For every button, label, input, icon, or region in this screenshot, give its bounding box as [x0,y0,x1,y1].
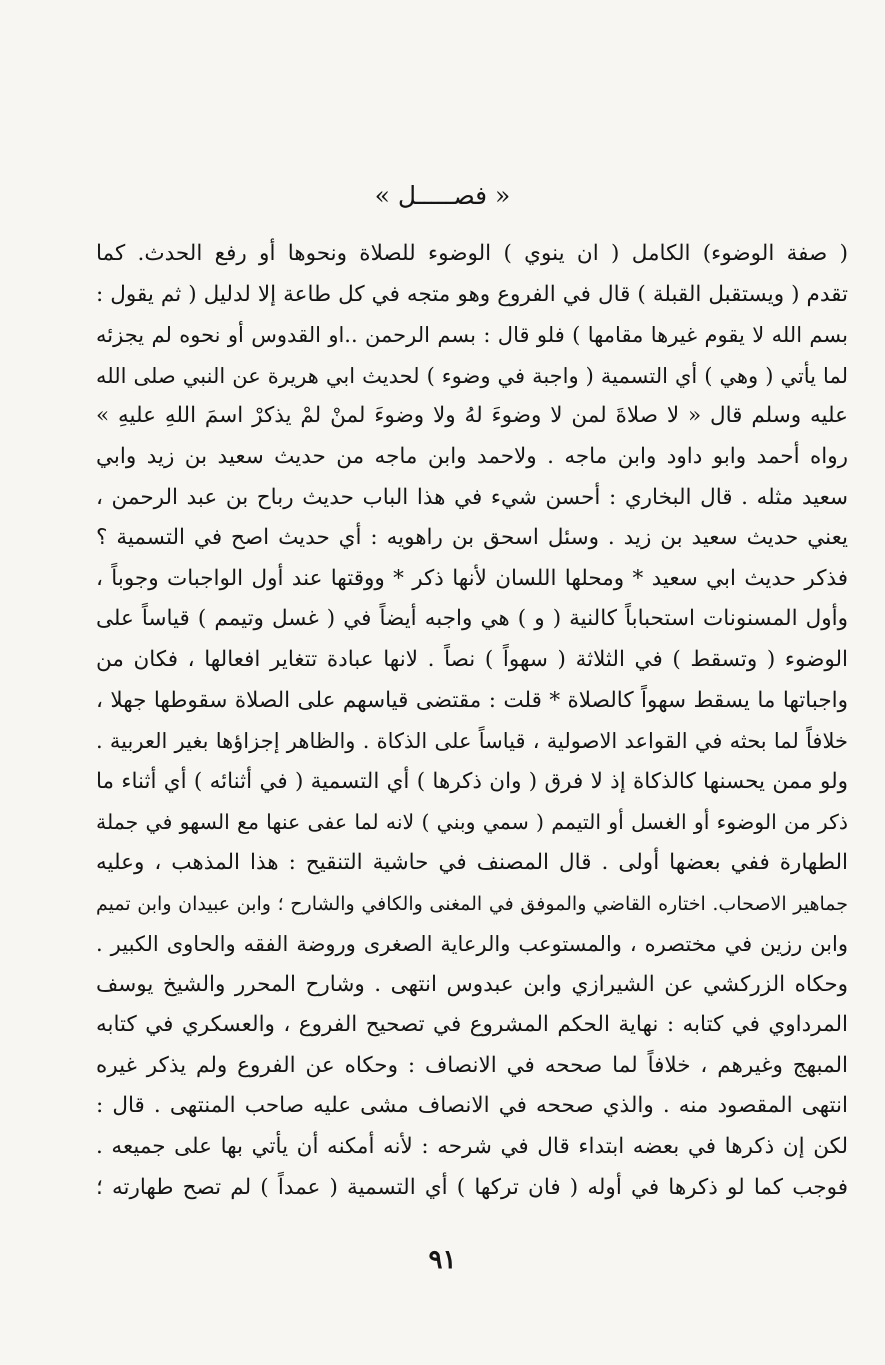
text-line: بسم الله لا يقوم غيرها مقامها ) فلو قال : بسم الرحمن ..او القدوس أو نحوه لم يجزئه [96,323,848,348]
text-line: تقدم ( ويستقبل القبلة ) قال في الفروع وهو متجه في كل طاعة إلا لدليل ( ثم يقول : [96,281,848,307]
text-line: يعني حديث سعيد بن زيد . وسئل اسحق بن راهويه : أي حديث اصح في التسمية ؟ [96,525,848,551]
text-line: جماهير الاصحاب. اختاره القاضي والموفق في المغنى والكافي والشارح ؛ وابن عبيدان وابن تميم [96,892,848,915]
text-line: الطهارة ففي بعضها أولى . قال المصنف في حاشية التنقيح : هذا المذهب ، وعليه [96,849,848,875]
text-line: سعيد مثله . قال البخاري : أحسن شيء في هذا الباب حديث رباح بن عبد الرحمن ، [96,484,848,510]
text-line: فذكر حديث ابي سعيد * ومحلها اللسان لأنها ذكر * ووقتها عند أول الواجبات وجوباً ، [96,565,848,591]
text-line: لكن إن ذكرها في بعضه ابتداء قال في شرحه : لأنه أمكنه أن يأتي بها على جميعه . [96,1134,848,1160]
text-line: وحكاه الزركشي عن الشيرازي وابن عبدوس انتهى . وشارح المحرر والشيخ يوسف [96,971,848,997]
page-number: ٩١ [428,1245,457,1275]
text-line: رواه أحمد وابو داود وابن ماجه . ولاحمد وابن ماجه من حديث سعيد بن زيد وابي [96,443,848,469]
text-line: وأول المسنونات استحباباً كالنية ( و ) هي واجبه أيضاً في ( غسل وتيمم ) قياساً على [96,606,848,632]
text-line: المرداوي في كتابه : نهاية الحكم المشروع في تصحيح الفروع ، والعسكري في كتابه [96,1012,848,1038]
text-line: ( صفة الوضوء) الكامل ( ان ينوي ) الوضوء للصلاة ونحوها أو رفع الحدث. كما [96,241,848,266]
text-line: ذكر من الوضوء أو الغسل أو التيمم ( سمي وبني ) لانه لما عفى عنها مع السهو في جملة [96,810,848,835]
text-line: المبهج وغيرهم ، خلافاً لما صححه في الانصاف : وحكاه عن الفروع ولم يذكر غيره [96,1052,848,1078]
text-line: وابن رزين في مختصره ، والمستوعب والرعاية الصغرى وروضة الفقه والحاوى الكبير . [96,932,848,957]
text-line: انتهى المقصود منه . والذي صححه في الانصاف مشى عليه صاحب المنتهى . قال : [96,1093,848,1119]
section-heading: « فصـــــل » [374,181,511,210]
body-text [96,234,848,1208]
text-line: ولو ممن يحسنها كالذكاة إذ لا فرق ( وان ذكرها ) أي التسمية ( في أثنائه ) أي أثناء ما [96,768,848,794]
text-line: واجباتها ما يسقط سهواً كالصلاة * قلت : مقتضى قياسهم على الصلاة سقوطها جهلا ، [96,687,848,713]
text-line: لما يأتي ( وهي ) أي التسمية ( واجبة في وضوء ) لحديث ابي هريرة عن النبي صلى الله [96,363,848,388]
text-line: فوجب كما لو ذكرها في أوله ( فان تركها ) أي التسمية ( عمداً ) لم تصح طهارته ؛ [96,1174,848,1200]
text-line: عليه وسلم قال « لا صلاةَ لمن لا وضوءَ لهُ ولا وضوءَ لمنْ لمْ يذكرْ اسمَ اللهِ عليهِ » [96,403,848,429]
text-line: الوضوء ( وتسقط ) في الثلاثة ( سهواً ) نصاً . لانها عبادة تتغاير افعالها ، فكان من [96,646,848,672]
text-line: خلافاً لما بحثه في القواعد الاصولية ، قياساً على الذكاة . والظاهر إجزاؤها بغير العربية . [96,729,848,754]
